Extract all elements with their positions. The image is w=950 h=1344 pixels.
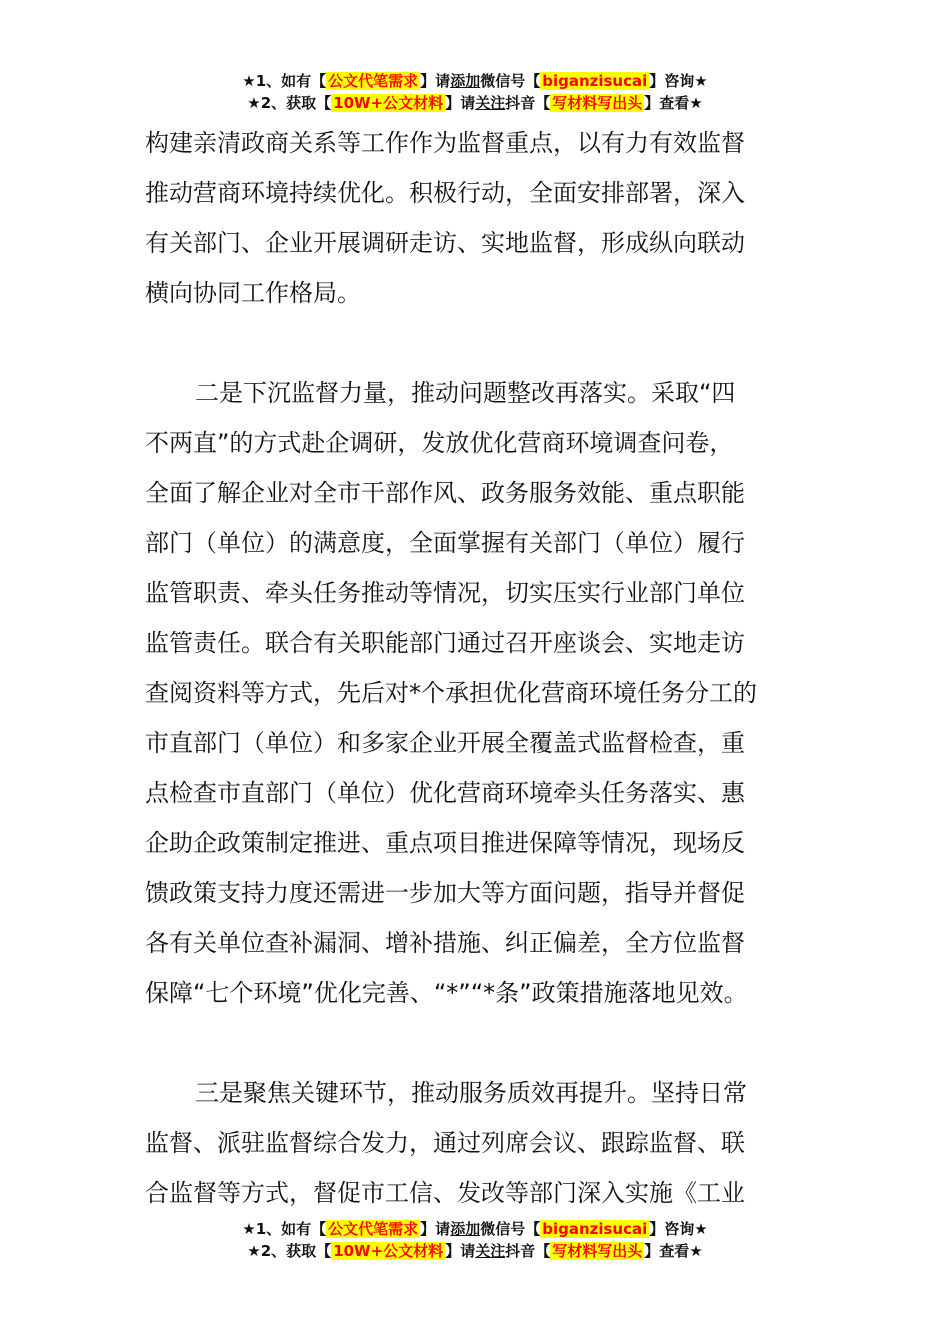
paragraph-2 bbox=[145, 368, 825, 1018]
banner-line-1: ★1、如有【 公文代笔需求 】请添加微信号【 biganzisucai 】咨询★ bbox=[242, 1220, 708, 1238]
text-line: 点检查市直部门（单位）优化营商环境牵头任务落实、惠 bbox=[145, 779, 745, 807]
text-line: 馈政策支持力度还需进一步加大等方面问题，指导并督促 bbox=[145, 879, 745, 907]
paragraph-3 bbox=[145, 1068, 825, 1218]
text-line: 全面了解企业对全市干部作风、政务服务效能、重点职能 bbox=[145, 479, 745, 507]
text-line: 查阅资料等方式，先后对*个承担优化营商环境任务分工的 bbox=[145, 679, 757, 707]
banner-line-1: ★1、如有【 公文代笔需求 】请添加微信号【 biganzisucai 】咨询★ bbox=[242, 72, 708, 90]
text-line: 三是聚焦关键环节，推动服务质效再提升。坚持日常 bbox=[195, 1079, 747, 1107]
banner-highlight-materials: 10W+公文材料 bbox=[333, 94, 444, 112]
banner-line-2: ★2、获取【 10W+公文材料 】请关注抖音【 写材料写出头 】查看★ bbox=[247, 94, 703, 112]
text-line: 市直部门（单位）和多家企业开展全覆盖式监督检查，重 bbox=[145, 729, 745, 757]
text-line: 监督、派驻监督综合发力，通过列席会议、跟踪监督、联 bbox=[145, 1129, 745, 1157]
text-line: 监管职责、牵头任务推动等情况，切实压实行业部门单位 bbox=[145, 579, 745, 607]
banner-highlight-materials: 10W+公文材料 bbox=[333, 1242, 444, 1260]
text-line: 部门（单位）的满意度，全面掌握有关部门（单位）履行 bbox=[145, 529, 745, 557]
banner-line-2: ★2、获取【 10W+公文材料 】请关注抖音【 写材料写出头 】查看★ bbox=[247, 1242, 703, 1260]
paragraph-1 bbox=[145, 118, 825, 318]
text-line: 横向协同工作格局。 bbox=[145, 279, 361, 307]
text-line: 构建亲清政商关系等工作作为监督重点，以有力有效监督 bbox=[145, 129, 745, 157]
banner-highlight-wechat-id: biganzisucai bbox=[542, 72, 648, 90]
header-banner bbox=[0, 70, 950, 114]
text-line: 企助企政策制定推进、重点项目推进保障等情况，现场反 bbox=[145, 829, 745, 857]
text-line: 有关部门、企业开展调研走访、实地监督，形成纵向联动 bbox=[145, 229, 745, 257]
banner-highlight-service: 公文代笔需求 bbox=[328, 1220, 419, 1238]
banner-highlight-douyin: 写材料写出头 bbox=[552, 1242, 643, 1260]
banner-highlight-douyin: 写材料写出头 bbox=[552, 94, 643, 112]
banner-highlight-service: 公文代笔需求 bbox=[328, 72, 419, 90]
text-line: 合监督等方式，督促市工信、发改等部门深入实施《工业 bbox=[145, 1179, 745, 1207]
text-line: 推动营商环境持续优化。积极行动，全面安排部署，深入 bbox=[145, 179, 745, 207]
banner-highlight-wechat-id: biganzisucai bbox=[542, 1220, 648, 1238]
text-line: 二是下沉监督力量，推动问题整改再落实。采取“四 bbox=[195, 379, 736, 407]
text-line: 监管责任。联合有关职能部门通过召开座谈会、实地走访 bbox=[145, 629, 745, 657]
text-line: 不两直”的方式赴企调研，发放优化营商环境调查问卷， bbox=[145, 429, 734, 457]
text-line: 各有关单位查补漏洞、增补措施、纠正偏差，全方位监督 bbox=[145, 929, 745, 957]
footer-banner bbox=[0, 1218, 950, 1262]
text-line: 保障“七个环境”优化完善、“*”“*条”政策措施落地见效。 bbox=[145, 979, 748, 1007]
